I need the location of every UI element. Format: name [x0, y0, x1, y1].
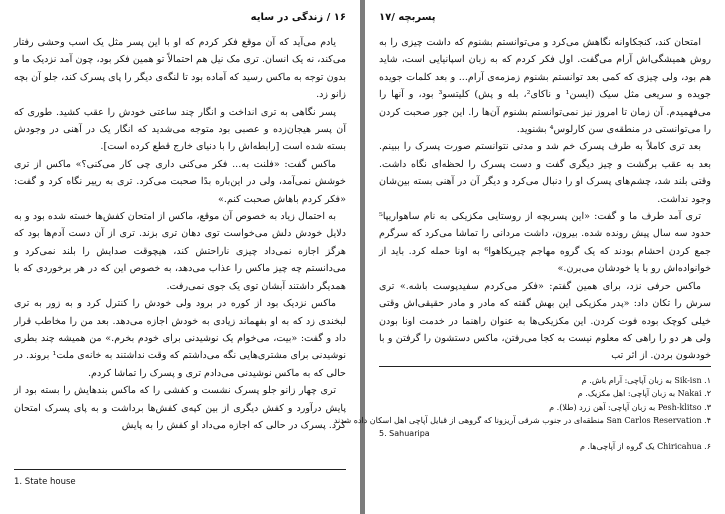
- paragraph: یادم می‌آید که آن موقع فکر کردم که او با این پسر مثل یک اسب وحشی رفتار می‌کند، نه یک انسان. تری مک نیل هم احتمالاً تو همین فکر بود، چون آمد نزدیک ما و بدون توجه به ماکس رسید که آماده بود تا لنگه‌ی دیگر را پای پسرک کند، جلو آن بچه زانو زد.: [14, 37, 346, 101]
- left-page-running-title: ۱۶ / زندگی در سایه: [250, 12, 346, 23]
- footnote-divider: [14, 469, 346, 470]
- paragraph: به احتمال زیاد به خصوص آن موقع، ماکس از امتحان کفش‌ها خسته شده بود و به دلایل خودش دلش می‌خواست توی دهان تری بزند. تری از آن دست آدم‌ها بود که هرگز اجازه نمی‌داد چیزی ناراحتش کند، هیچوقت صدایش را بلند نمی‌کرد و می‌دانستم چه چیز ماکس را عذاب می‌دهد، به خصوص این که در هر برخوردی که با همدیگر داشتند آبشان توی یک جوی نمی‌رفت.: [14, 211, 346, 292]
- right-page-header: [379, 12, 711, 26]
- paragraph: ماکس حرفی نزد، برای همین گفتم: «فکر می‌کردم سفیدپوست باشه.» تری سرش را تکان داد: «پدر مکزیکی این بهش گفته که مادر و مادر حقیقی‌اش وقتی خیلی کوچک بوده فوت کردن. این مکزیکی‌ها به عنوان راهنما در خدمت اونا بودن ولی هر دو را راهی که معلوم نیست به کجا می‌رفتن، ماکس دستشون را گرفتن و با خودشون بردن. از اثر تب: [379, 280, 711, 362]
- left-page-header: [14, 12, 346, 26]
- paragraph: تری آمد طرف ما و گفت: «این پسربچه از روستایی مکزیکی به نام ساهواریپا⁵ حدود سه سال پیش رونده شده. بیرون، داشت مردانی را تماشا می‌کرد که سرگرم جمع کردن احشام بودند که یک گروه مهاجم چیریکاهوا⁶ به اونا حمله کرد. باید از خوانواده‌اش رو با یا خودشان می‌برن.»: [379, 211, 711, 275]
- right-page-body: [379, 34, 711, 365]
- left-page-footnote: 1. State house: [14, 477, 76, 487]
- right-page-footnotes: [333, 374, 711, 454]
- footnote: ۲. Nakai به زبان آپاچی: اهل مکزیک. م: [577, 389, 711, 399]
- footnote: ۱. Sik-isn به زبان آپاچی: آرام باش. م: [581, 376, 711, 385]
- footnote: ۴. San Carlos Reservation منطقه‌ای در جنوب شرقی آریزونا که گروهی از قبایل آپاچی اهل اسکان داده شدند: [333, 415, 711, 425]
- footnote: ۳. Pesh-klitso به زبان آپاچی: آهن زرد (طلا). م: [549, 402, 711, 412]
- paragraph: تری چهار زانو جلو پسرک نشست و کفشی را که ماکس بندهایش را بسته بود از پایش درآورد و کفش دیگری از بین کپه‌ی کفش‌ها برداشت و به پای پسرک امتحان کرد. پسرک در حالی که اجازه می‌داد او کفش را به پایش: [14, 385, 346, 431]
- paragraph: ماکس گفت: «فلنت به... فکر می‌کنی داری چی کار می‌کنی؟» ماکس از تری خوشش نمی‌آمد، ولی در این‌باره بدًا صحبت می‌کرد. تری به رییر نگاه کرد و گفت: «فکر کردم باهاش صحبت کنم.»: [14, 158, 346, 205]
- footnote-divider: [379, 366, 711, 367]
- right-page-running-title: پسربچه /۱۷: [379, 12, 436, 23]
- paragraph: امتحان کند، کنجکاوانه نگاهش می‌کرد و می‌توانستم بشنوم که داشت چیزی را به روش همیشگی‌اش آرام می‌گفت. اول فکر کردم که به زبان اسپانیایی است، شاید هم بود، ولی چیزی که کمی بعد توانستم بشنوم زمزمه‌ی آرام... و بعد کلمات جویده جویده و سریعی مثل سیک (ایسن¹ و ناکای²، بله و پش) کلیتسو³ بود، و آنها را می‌فهمیدم. آن زمان تا امروز نیز نمی‌توانستم بشنوم آن‌ها را. این جور صحبت کردن را می‌توانستی در منطقه‌ی سن کارلوس⁴ بشنوید.: [379, 37, 711, 136]
- left-page-body: [14, 34, 346, 434]
- paragraph: پسر نگاهی به تری انداخت و انگار چند ساعتی خودش را عقب کشید. طوری که آن پسر هیجان‌زده و عصبی بود متوجه می‌شدید که انگار یک در آهنی در وجودش بسته شده است [رابطه‌اش را با دنیای خارج قطع کرده است].: [14, 106, 346, 153]
- footnote: ۶. Chiricahua یک گروه از آپاچی‌ها. م: [579, 442, 711, 452]
- paragraph: بعد تری کاملاً به طرف پسرک خم شد و مدتی نتوانستم صورت پسرک را ببینم. بعد به عقب برگشت و چیز دیگری گفت و دست پسرک را لحظه‌ای نگاه داشت. وقتی بلند شد، چشم‌های پسرک او را دنبال می‌کرد و دیگر آن در آهنی بسته بین‌شان وجود نداشت.: [379, 141, 711, 205]
- footnote: 5. Sahuaripa: [379, 429, 430, 439]
- right-page: [333, 0, 725, 514]
- left-page: [0, 0, 360, 514]
- paragraph: ماکس نزدیک بود از کوره در برود ولی خودش را کنترل کرد و به زور به تری لبخندی زد که به او بفهماند زیادی به خودش اجازه می‌دهد. بعد من را مخاطب قرار داد و گفت: «بیت، می‌خوام یک نوشیدنی برای خودم بخرم.» من همیشه چند بطری نوشیدنی برای مشتری‌هایی نگه می‌داشتم که وقت نداشتند به خانه‌ی ملت¹ بروند. در حالی که به ماکس نوشیدنی می‌دادم تری و پسرک را تماشا کردم.: [14, 298, 346, 379]
